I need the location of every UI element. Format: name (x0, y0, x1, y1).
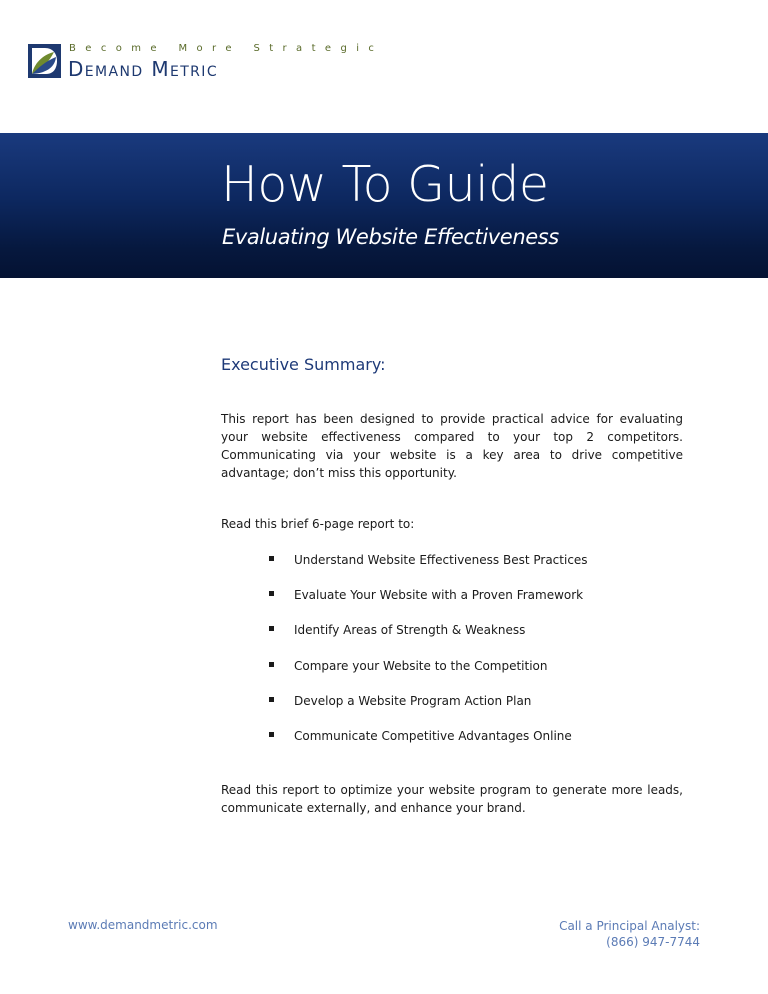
list-item-text: Communicate Competitive Advantages Online (294, 728, 572, 743)
list-item (221, 586, 691, 621)
list-item-text: Compare your Website to the Competition (294, 658, 548, 673)
executive-summary-heading: Executive Summary: (221, 355, 386, 374)
page-subtitle: Evaluating Website Effectiveness (222, 225, 559, 249)
title-banner (0, 133, 768, 278)
square-bullet-icon (269, 626, 274, 631)
list-item (221, 657, 691, 692)
square-bullet-icon (269, 591, 274, 596)
list-item-text: Understand Website Effectiveness Best Practices (294, 553, 588, 567)
footer-phone[interactable]: (866) 947-7744 (606, 935, 700, 949)
logo-tagline: Become More Strategic (69, 43, 384, 54)
logo-wordmark: Demand Metric (68, 57, 218, 81)
page-title: How To Guide (221, 156, 549, 213)
list-item-text: Evaluate Your Website with a Proven Framework (294, 588, 584, 603)
square-bullet-icon (269, 697, 274, 702)
footer-call-label: Call a Principal Analyst: (559, 919, 700, 933)
footer-contact (559, 918, 700, 950)
list-item-text: Identify Areas of Strength & Weakness (294, 623, 526, 638)
list-item (221, 692, 691, 727)
demand-metric-logo-icon (28, 44, 61, 78)
square-bullet-icon (269, 662, 274, 667)
summary-lead-in: Read this brief 6-page report to: (221, 517, 415, 531)
square-bullet-icon (269, 732, 274, 737)
benefits-list (221, 551, 691, 762)
brand-logo (28, 40, 384, 84)
summary-intro-paragraph: This report has been designed to provide practical advice for evaluating your website effectiveness compared to your top 2 competitors. Communicating via your website is a key area to drive competitive advantage; don’t miss this opportunity. (221, 412, 683, 480)
footer-website-link[interactable]: www.demandmetric.com (68, 918, 218, 932)
list-item (221, 551, 691, 586)
summary-closing-paragraph: Read this report to optimize your website program to generate more leads, communicate externally, and enhance your brand. (221, 783, 683, 815)
list-item (221, 621, 691, 656)
square-bullet-icon (269, 556, 274, 561)
list-item-text: Develop a Website Program Action Plan (294, 693, 532, 708)
list-item (221, 727, 691, 762)
